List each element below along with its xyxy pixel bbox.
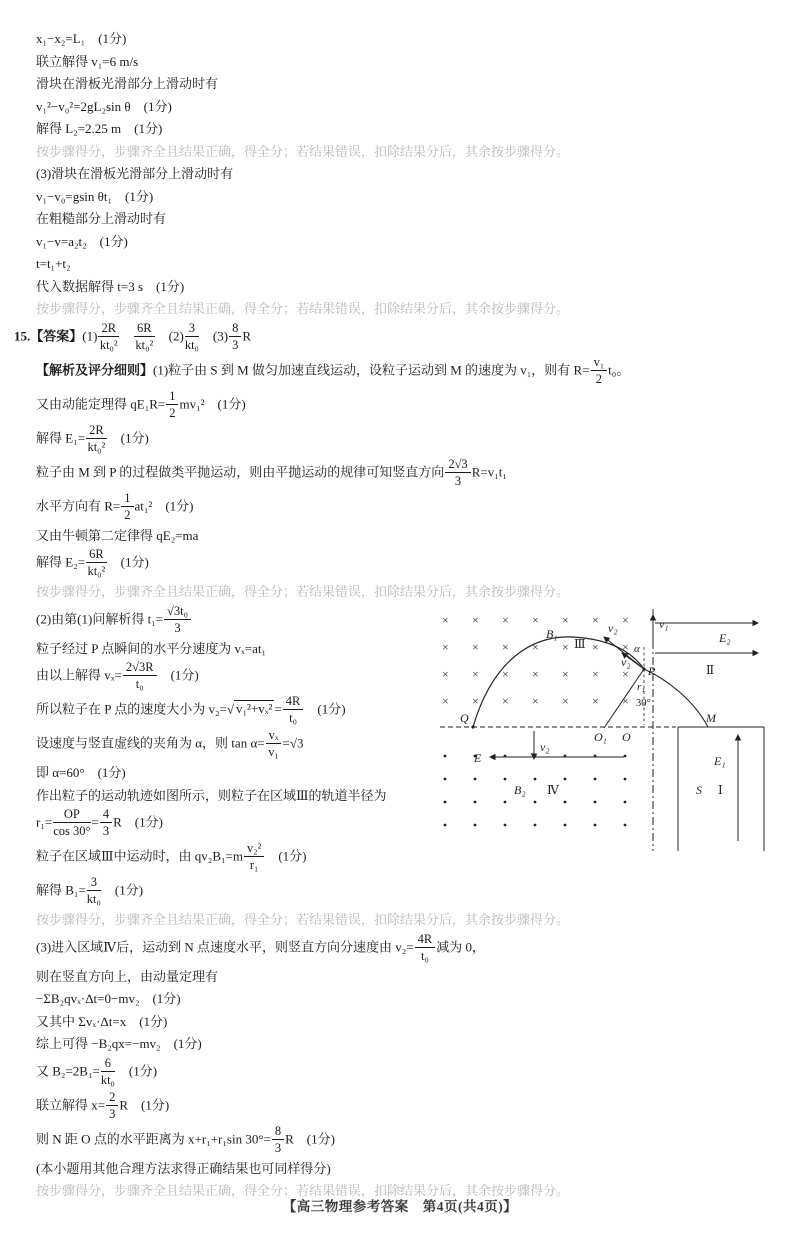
solution-line: 又由牛顿第二定律得 qE₂=ma — [36, 527, 199, 543]
solution-line: 解得 E₁= $\frac{2R}{\text{kt₀²}}$ (1分) — [36, 422, 149, 454]
fraction: $\frac{8}{3}$ — [228, 321, 242, 352]
fraction: $\frac{2R}{\text{kt₀²}}$ — [87, 422, 106, 454]
solution-line: 联立解得 x= $\frac{2}{3}$ R (1分) — [36, 1089, 170, 1121]
solution-line: 15.【答案】(1) $\frac{2R}{\text{kt₀²}}$ $\frac{6R}{\text{kt₀²}}$ (2) $\frac{3}{\text{kt₀}}$ (3) $\frac{8}{3}$ R — [14, 320, 251, 352]
fraction: $\frac{1}{2}$ — [165, 389, 179, 420]
fraction: $\frac{3}{\text{kt₀}}$ — [86, 875, 101, 906]
solution-line: 由以上解得 vₓ= $\frac{2√3R}{\text{t₀}}$ (1分) — [36, 660, 199, 691]
label-v2-top: v₂ — [608, 620, 618, 635]
fraction: $\frac{6R}{\text{kt₀²}}$ — [87, 547, 106, 578]
label-B1: B₁ — [546, 626, 558, 641]
label-angle-30: 30° — [636, 697, 651, 709]
label-E2: E₂ — [719, 630, 731, 645]
solution-line: v₁−v₀=gsin θt₁ (1分) — [36, 188, 154, 204]
point-Q — [471, 725, 474, 728]
label-B2: B₂ — [514, 782, 526, 797]
label-v2-mid: v₂ — [621, 654, 631, 669]
solution-line: 代入数据解得 t=3 s (1分) — [36, 278, 185, 294]
label-region-III: Ⅲ — [574, 636, 586, 651]
solution-line: 滑块在滑板光滑部分上滑动时有 — [36, 76, 219, 91]
point-P — [642, 667, 645, 670]
label-M: M — [706, 710, 716, 725]
fraction: $\frac{8}{3}$ — [271, 1124, 285, 1155]
scoring-rule-note: 按步骤得分，步骤齐全且结果正确，得全分；若结果错误，扣除结果分后，其余按步骤得分。 — [36, 584, 570, 599]
solution-line: 又由动能定理得 qE₁R= $\frac{1}{2}$ mv₁² (1分) — [36, 388, 246, 420]
label-Q: Q — [460, 710, 469, 725]
solution-line: 则 N 距 O 点的水平距离为 x+r₁+r₁sin 30°= $\frac{8}{3}$ R (1分) — [36, 1123, 335, 1155]
fraction: $\frac{2R}{\text{kt₀²}}$ — [99, 320, 118, 352]
solution-line: 又 B₂=2B₁= $\frac{6}{\text{kt₀}}$ (1分) — [36, 1055, 158, 1087]
solution-line: (3)滑块在滑板光滑部分上滑动时有 — [36, 166, 234, 181]
fraction: $\frac{\text{v₁}}{2}$ — [590, 355, 609, 386]
solution-line: 粒子由 M 到 P 的过程做类平抛运动，则由平抛运动的规律可知竖直方向 $\frac{2√3}{3}$ R=v₁t₁ — [36, 456, 507, 488]
label-v2-down: v₂ — [540, 739, 550, 754]
solution-lines-top — [14, 29, 770, 602]
solution-line: 在粗糙部分上滑动时有 — [36, 211, 167, 226]
fraction: $\frac{3}{\text{kt₀}}$ — [184, 320, 199, 352]
square-root: √ v₁²+vₓ² — [226, 701, 273, 717]
scoring-rule-note: 按步骤得分，步骤齐全且结果正确，得全分；若结果错误，扣除结果分后，其余按步骤得分。 — [36, 1183, 570, 1198]
fraction: $\frac{\text{v₂²}}{\text{r₁}}$ — [243, 841, 265, 872]
fraction: $\frac{2√3}{3}$ — [444, 457, 471, 488]
scoring-rule-note: 按步骤得分，步骤齐全且结果正确，得全分；若结果错误，扣除结果分后，其余按步骤得分。 — [36, 912, 570, 927]
solution-line: x₁−x₂=L₁ (1分) — [36, 31, 127, 46]
solution-line: 联立解得 v₁=6 m/s — [36, 53, 139, 69]
label-region-I: Ⅰ — [718, 782, 723, 797]
solution-lines-bottom — [36, 605, 770, 1201]
solution-line: 粒子经过 P 点瞬间的水平分速度为 vₓ=at₁ — [36, 640, 267, 656]
solution-line: −ΣB₂qvₓ·Δt=0−mv₂ (1分) — [36, 991, 181, 1006]
fraction: $\frac{\text{vₓ}}{\text{v₁}}$ — [265, 728, 283, 759]
fraction: $\frac{1}{2}$ — [120, 491, 134, 522]
scoring-rule-note: 按步骤得分，步骤齐全且结果正确，得全分；若结果错误，扣除结果分后，其余按步骤得分。 — [36, 301, 570, 316]
label-E1: E₁ — [714, 753, 726, 768]
solution-line: t=t₁+t₂ — [36, 256, 71, 271]
fraction: $\frac{6R}{\text{kt₀²}}$ — [135, 320, 154, 352]
solution-line: 解得 E₂= $\frac{6R}{\text{kt₀²}}$ (1分) — [36, 547, 149, 578]
solution-line: 水平方向有 R= $\frac{1}{2}$ at₁² (1分) — [36, 490, 194, 522]
solution-line: 所以粒子在 P 点的速度大小为 v₂=√ v₁²+vₓ² = $\frac{4R}{\text{t₀}}$ (1分) — [36, 694, 346, 725]
label-P: P — [648, 663, 656, 678]
scoring-rule-note: 按步骤得分，步骤齐全且结果正确，得全分；若结果错误，扣除结果分后，其余按步骤得分。 — [36, 143, 570, 159]
solution-line: v₁²−v₀²=2gL₂sin θ (1分) — [36, 98, 172, 114]
label-v1: v₁ — [659, 616, 669, 631]
solution-line: 解得 B₁= $\frac{3}{\text{kt₀}}$ (1分) — [36, 875, 144, 906]
fraction: $\frac{4}{3}$ — [99, 807, 113, 838]
solution-line: r₁= $\frac{OP}{\cos 30^\circ}$ = $\frac{4}{3}$ R (1分) — [36, 807, 163, 838]
solution-line: 粒子在区域Ⅲ中运动时，由 qv₂B₁=m $\frac{\text{v₂²}}{\text{r₁}}$ (1分) — [36, 841, 307, 872]
solution-line: v₁−v=a₂t₂ (1分) — [36, 233, 128, 249]
fraction: $\frac{4R}{\text{t₀}}$ — [282, 694, 305, 725]
solution-line: (2)由第(1)问解析得 t₁= $\frac{\text{√3t₀}}{3}$ — [36, 605, 770, 636]
fraction: $\frac{OP}{\cos 30^\circ}$ — [53, 807, 91, 838]
solution-line: 则在竖直方向上，由动量定理有 — [36, 968, 219, 984]
fraction: $\frac{2}{3}$ — [105, 1090, 119, 1121]
solution-line: (本小题用其他合理方法求得正确结果也可同样得分) — [36, 1160, 331, 1176]
solution-line: 【解析及评分细则】(1)粒子由 S 到 M 做匀加速直线运动，设粒子运动到 M 的速度为 v₁，则有 R= $\frac{\text{v₁}}{2}$ t₀。 — [36, 354, 630, 386]
field-out-of-page-symbols — [440, 747, 642, 839]
fraction: $\frac{4R}{\text{t₀}}$ — [414, 932, 437, 963]
label-alpha: α — [634, 642, 640, 655]
solution-line: 又其中 Σvₓ·Δt=x (1分) — [36, 1013, 168, 1029]
label-O: O — [622, 729, 631, 744]
fraction: $\frac{6}{\text{kt₀}}$ — [100, 1055, 115, 1087]
physics-field-diagram — [438, 607, 770, 853]
solution-line: (3)进入区域Ⅳ后，运动到 N 点速度水平，则竖直方向分速度由 v₂= $\frac{4R}{\text{t₀}}$ 减为 0， — [36, 931, 486, 963]
label-region-II: Ⅱ — [706, 662, 715, 677]
label-O1: O₁ — [594, 729, 607, 744]
fraction: $\frac{\text{√3t₀}}{3}$ — [163, 604, 192, 635]
page-footer: 【高三物理参考答案 第4页(共4页)】 — [282, 1199, 518, 1214]
label-region-IV: Ⅳ — [547, 782, 559, 797]
solution-line: 设速度与竖直虚线的夹角为 α，则 tan α= $\frac{\text{vₓ}}{\text{v₁}}$ =√3 — [36, 728, 304, 759]
solution-line: 即 α=60° (1分) — [36, 765, 126, 780]
label-E: E — [474, 750, 482, 765]
solution-line: 综上可得 −B₂qx=−mv₂ (1分) — [36, 1036, 202, 1051]
fraction: $\frac{2√3R}{\text{t₀}}$ — [122, 660, 158, 691]
field-diagram-svg — [438, 607, 770, 853]
solution-line: 作出粒子的运动轨迹如图所示，则粒子在区域Ⅲ的轨道半径为 — [36, 787, 387, 803]
label-r1: r₁ — [637, 680, 646, 693]
label-S: S — [696, 782, 702, 797]
solution-line: 解得 L₂=2.25 m (1分) — [36, 121, 163, 136]
